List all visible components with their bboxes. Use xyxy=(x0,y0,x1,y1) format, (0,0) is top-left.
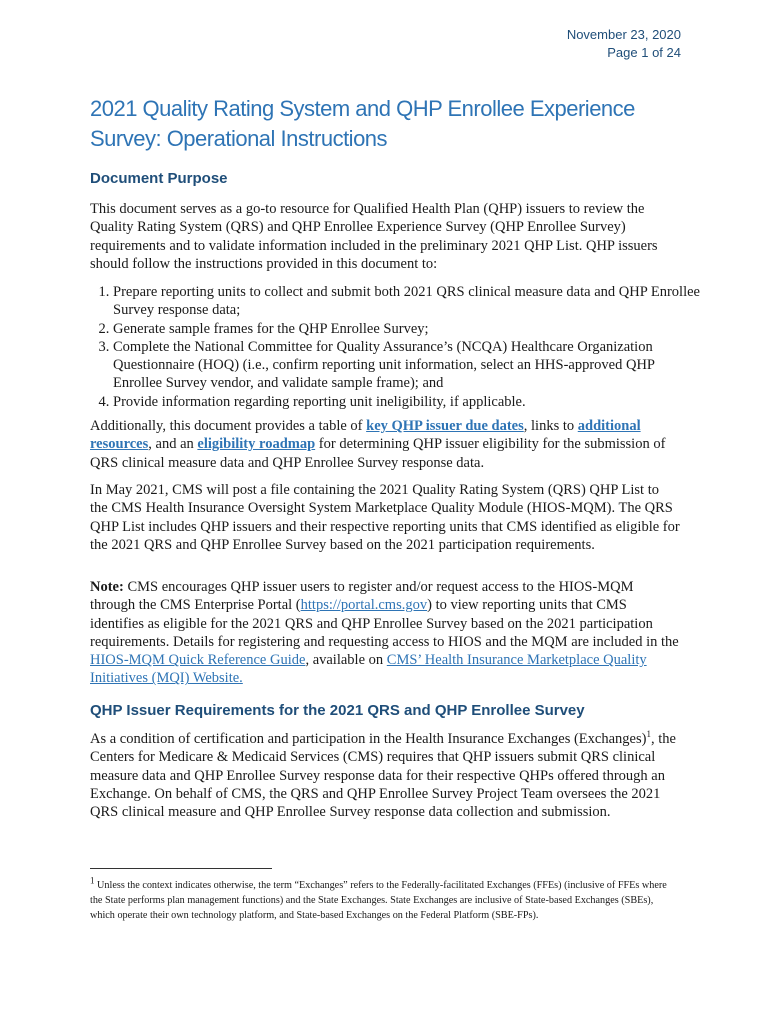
mqi-website-link[interactable]: CMS’ Health Insurance Marketplace Quality Initiatives (MQI) Website. xyxy=(90,652,647,687)
list-item: 4. Provide information regarding reporting unit ineligibility, if applicable. xyxy=(113,393,703,411)
hios-mqm-guide-link[interactable]: HIOS-MQM Quick Reference Guide xyxy=(90,652,306,669)
footnote-text: Unless the context indicates otherwise, the term “Exchanges” refers to the Federally-facilitated Exchanges (FFEs) (inclusive of FFEs where the State performs plan management functions) and the State Exchanges. State Exchanges are inclusive of State-based Exchanges (SBEs), which operate their own technology platform, and State-based Exchanges on the Federal Platform (SBE-FPs). xyxy=(90,880,667,922)
text-span: , available on xyxy=(305,652,387,669)
additionally-paragraph xyxy=(90,417,680,472)
text-span: ) to view reporting units that CMS identifies as eligible for the 2021 QRS and QHP Enrollee Survey based on the 2021 participation requirements. Details for registering and requesting access to HIOS and the MQM are included in the xyxy=(90,597,679,650)
text-span: , links to xyxy=(523,418,578,434)
additional-resources-link[interactable]: additional resources xyxy=(90,418,641,453)
eligibility-roadmap-link[interactable]: eligibility roadmap xyxy=(197,436,316,453)
footnote-reference: 1 xyxy=(646,729,651,740)
note-paragraph xyxy=(90,578,680,688)
key-due-dates-link[interactable]: key QHP issuer due dates xyxy=(366,418,524,434)
footnote xyxy=(90,875,680,924)
header-page-number: Page 1 of 24 xyxy=(607,45,681,60)
page-header xyxy=(567,26,681,62)
text-span: for determining QHP issuer eligibility for the submission of QRS clinical measure data and QHP Enrollee Survey response data. xyxy=(90,436,666,471)
header-date: November 23, 2020 xyxy=(566,27,681,42)
footnote-number: 1 xyxy=(90,875,95,886)
cms-portal-link[interactable]: https://portal.cms.gov xyxy=(300,597,428,614)
text-span: Additionally, this document provides a table of xyxy=(90,418,367,434)
footnote-divider xyxy=(90,868,272,869)
may-2021-paragraph: In May 2021, CMS will post a file containing the 2021 Quality Rating System (QRS) QHP List to the CMS Health Insurance Oversight System Marketplace Quality Module (HIOS-MQM). The QRS QHP List includes QHP issuers and their respective reporting units that CMS identified as eligible for the 2021 QRS and QHP Enrollee Survey based on the 2021 participation requirements. xyxy=(90,482,680,553)
text-span: As a condition of certification and participation in the Health Insurance Exchanges (Exchanges) xyxy=(90,731,647,747)
text-span: CMS encourages QHP issuer users to register and/or request access to the HIOS-MQM through the CMS Enterprise Portal ( xyxy=(90,579,634,614)
document-title: 2021 Quality Rating System and QHP Enrollee Experience Survey: Operational Instructions xyxy=(90,96,635,151)
section-heading-issuer-requirements: QHP Issuer Requirements for the 2021 QRS and QHP Enrollee Survey xyxy=(90,702,585,719)
text-span: , the Centers for Medicare & Medicaid Services (CMS) requires that QHP issuers submit QRS clinical measure data and QHP Enrollee Survey response data for their respective QHPs offered through an Exchange. On behalf of CMS, the QRS and QHP Enrollee Survey Project Team oversees the 2021 QRS clinical measure and QHP Enrollee Survey response data collection and submission. xyxy=(90,731,676,821)
text-span: , and an xyxy=(148,436,198,453)
list-item: 2. Generate sample frames for the QHP Enrollee Survey; xyxy=(113,320,703,338)
section-heading-document-purpose: Document Purpose xyxy=(90,170,228,187)
list-item: 3. Complete the National Committee for Quality Assurance’s (NCQA) Healthcare Organization Questionnaire (HOQ) (i.e., confirm reporting unit information, select an HHS-approved QHP Enrollee Survey vendor, and validate sample frame); and xyxy=(113,338,703,393)
note-label: Note: xyxy=(90,579,124,595)
intro-paragraph: This document serves as a go-to resource for Qualified Health Plan (QHP) issuers to review the Quality Rating System (QRS) and QHP Enrollee Experience Survey (QHP Enrollee Survey) requirements and to validate information included in the preliminary 2021 QHP List. QHP issuers should follow the instructions provided in this document to: xyxy=(90,201,658,272)
list-item: 1. Prepare reporting units to collect and submit both 2021 QRS clinical measure data and QHP Enrollee Survey response data; xyxy=(113,283,703,320)
instruction-steps-list xyxy=(90,283,703,411)
requirements-paragraph xyxy=(90,730,680,821)
